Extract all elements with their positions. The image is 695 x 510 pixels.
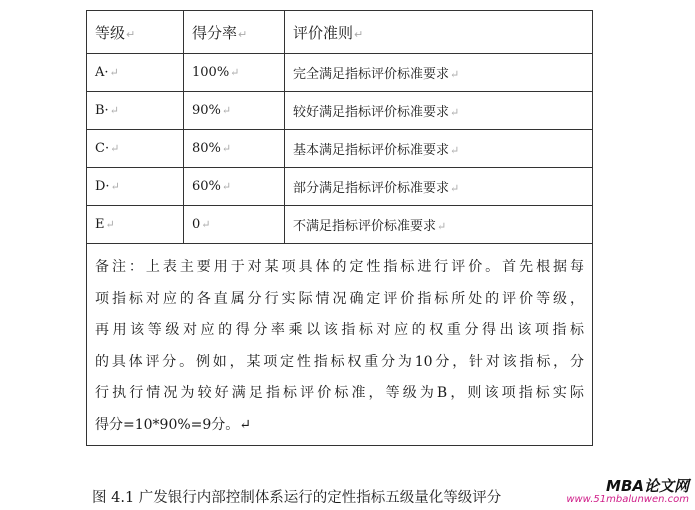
header-grade: 等级↵	[87, 11, 184, 54]
score-rate-cell: 60%↵	[184, 168, 285, 206]
note-line: 得分=10*90%=9分。↵	[95, 416, 252, 433]
criteria-cell: 不满足指标评价标准要求↵	[285, 206, 593, 244]
figure-caption: 图 4.1 广发银行内部控制体系运行的定性指标五级量化等级评分	[92, 490, 502, 506]
table-header-row	[87, 11, 593, 54]
note-line: 再用该等级对应的得分率乘以该指标对应的权重分得出该项指标	[95, 322, 584, 338]
score-rate-cell: 90%↵	[184, 92, 285, 130]
note-cell	[87, 244, 593, 446]
criteria-cell: 完全满足指标评价标准要求↵	[285, 54, 593, 92]
grade-cell: D·↵	[87, 168, 184, 206]
watermark-url: www.51mbalunwen.com	[566, 494, 689, 505]
header-criteria: 评价准则↵	[285, 11, 593, 54]
note-line: 项指标对应的各直属分行实际情况确定评价指标所处的评价等级，	[95, 290, 584, 307]
note-line: 的具体评分。例如，某项定性指标权重分为10分，针对该指标，分	[95, 353, 584, 370]
grade-cell: E↵	[87, 206, 184, 244]
watermark	[566, 478, 689, 506]
table-row	[87, 168, 593, 206]
grade-table	[86, 10, 593, 446]
watermark-logo: MBA论文网	[606, 477, 689, 495]
grade-cell: A·↵	[87, 54, 184, 92]
criteria-cell: 较好满足指标评价标准要求↵	[285, 92, 593, 130]
note-line: 行执行情况为较好满足指标评价标准，等级为B，则该项指标实际	[95, 385, 584, 401]
header-score-rate: 得分率↵	[184, 11, 285, 54]
table-row	[87, 54, 593, 92]
grade-cell: C·↵	[87, 130, 184, 168]
table-row	[87, 92, 593, 130]
score-rate-cell: 100%↵	[184, 54, 285, 92]
note-line: 备注：上表主要用于对某项具体的定性指标进行评价。首先根据每	[95, 259, 584, 275]
score-rate-cell: 80%↵	[184, 130, 285, 168]
grade-cell: B·↵	[87, 92, 184, 130]
table-row	[87, 130, 593, 168]
criteria-cell: 基本满足指标评价标准要求↵	[285, 130, 593, 168]
criteria-cell: 部分满足指标评价标准要求↵	[285, 168, 593, 206]
table-row	[87, 206, 593, 244]
score-rate-cell: 0↵	[184, 206, 285, 244]
note-row	[87, 244, 593, 446]
